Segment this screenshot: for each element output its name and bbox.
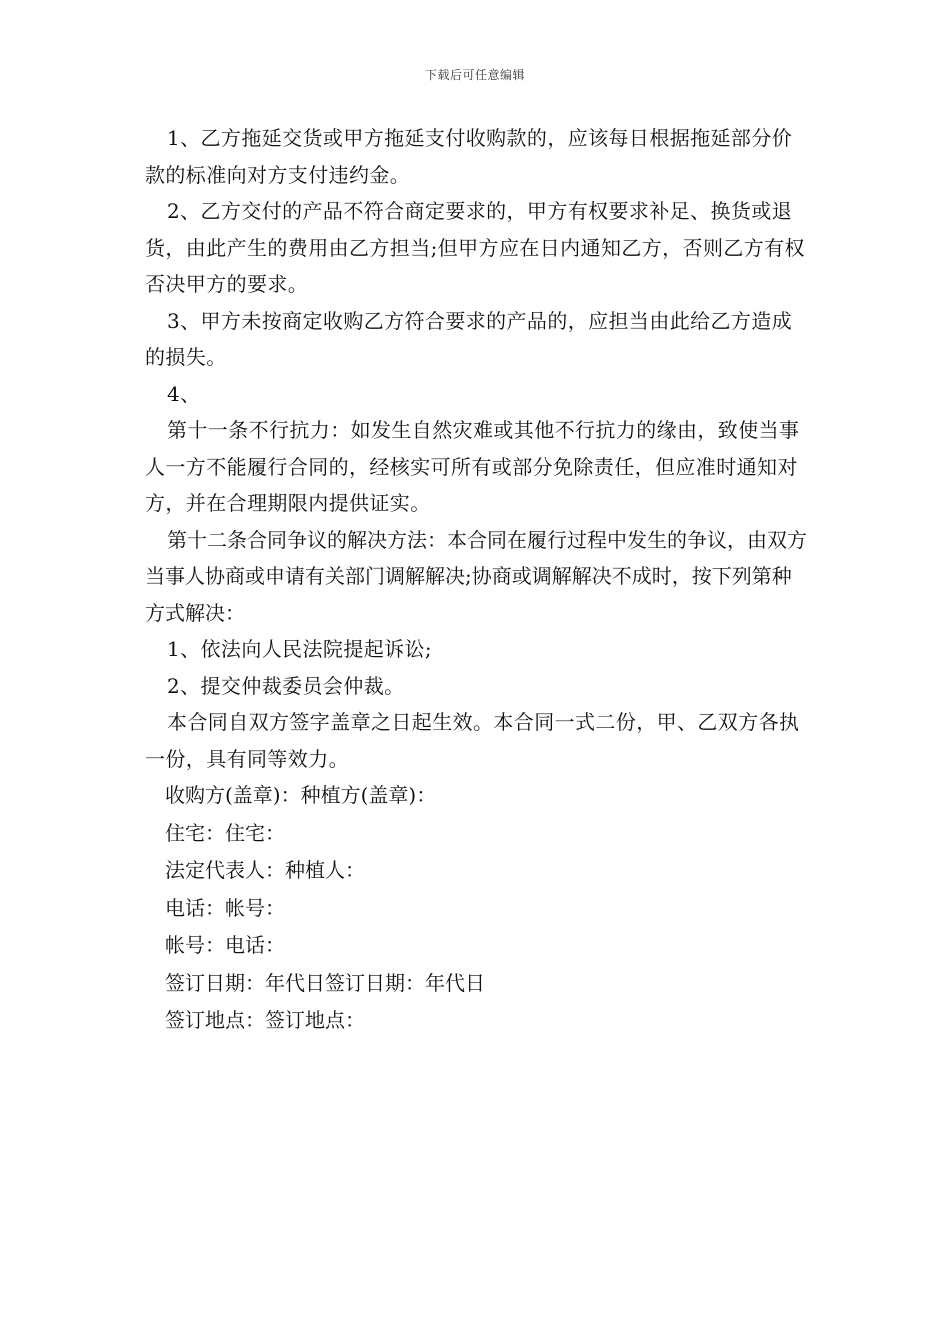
signature-line: 收购方(盖章)：种植方(盖章)： <box>165 783 437 807</box>
signature-line: 签订日期：年代日签订日期：年代日 <box>165 970 485 995</box>
clause-paragraph: 3、甲方未按商定收购乙方符合要求的产品的，应担当由此给乙方造成的损失。 <box>145 308 793 369</box>
page-header: 下载后可任意编辑 <box>424 68 525 82</box>
clause-paragraph: 1、依法向人民法院提起诉讼; <box>167 637 433 661</box>
clause-paragraph: 2、乙方交付的产品不符合商定要求的，甲方有权要求补足、换货或退货，由此产生的费用由乙方担当;但甲方应在日内通知乙方，否则乙方有权否决甲方的要求。 <box>145 199 805 296</box>
signature-line: 法定代表人：种植人： <box>165 858 365 882</box>
clause-paragraph: 本合同自双方签字盖章之日起生效。本合同一式二份，甲、乙双方各执一份，具有同等效力。 <box>145 710 800 771</box>
clause-paragraph: 2、提交仲裁委员会仲裁。 <box>167 673 405 698</box>
clause-paragraph: 第十二条合同争议的解决方法：本合同在履行过程中发生的争议，由双方当事人协商或申请有关部门调解解决;协商或调解解决不成时，按下列第种方式解决： <box>145 527 807 625</box>
clause-paragraph: 4、 <box>167 381 201 406</box>
signature-line: 签订地点：签订地点： <box>165 1008 365 1032</box>
signature-line: 帐号：电话： <box>165 933 285 957</box>
clause-paragraph: 第十一条不行抗力：如发生自然灾难或其他不行抗力的缘由，致使当事人一方不能履行合同的，经核实可所有或部分免除责任，但应准时通知对方，并在合理期限内提供证实。 <box>145 418 800 515</box>
document-body <box>145 120 810 1040</box>
signature-line: 住宅：住宅： <box>165 820 285 845</box>
signature-line: 电话：帐号： <box>165 895 285 920</box>
clause-paragraph: 1、乙方拖延交货或甲方拖延支付收购款的，应该每日根据拖延部分价款的标准向对方支付违约金。 <box>145 126 793 187</box>
